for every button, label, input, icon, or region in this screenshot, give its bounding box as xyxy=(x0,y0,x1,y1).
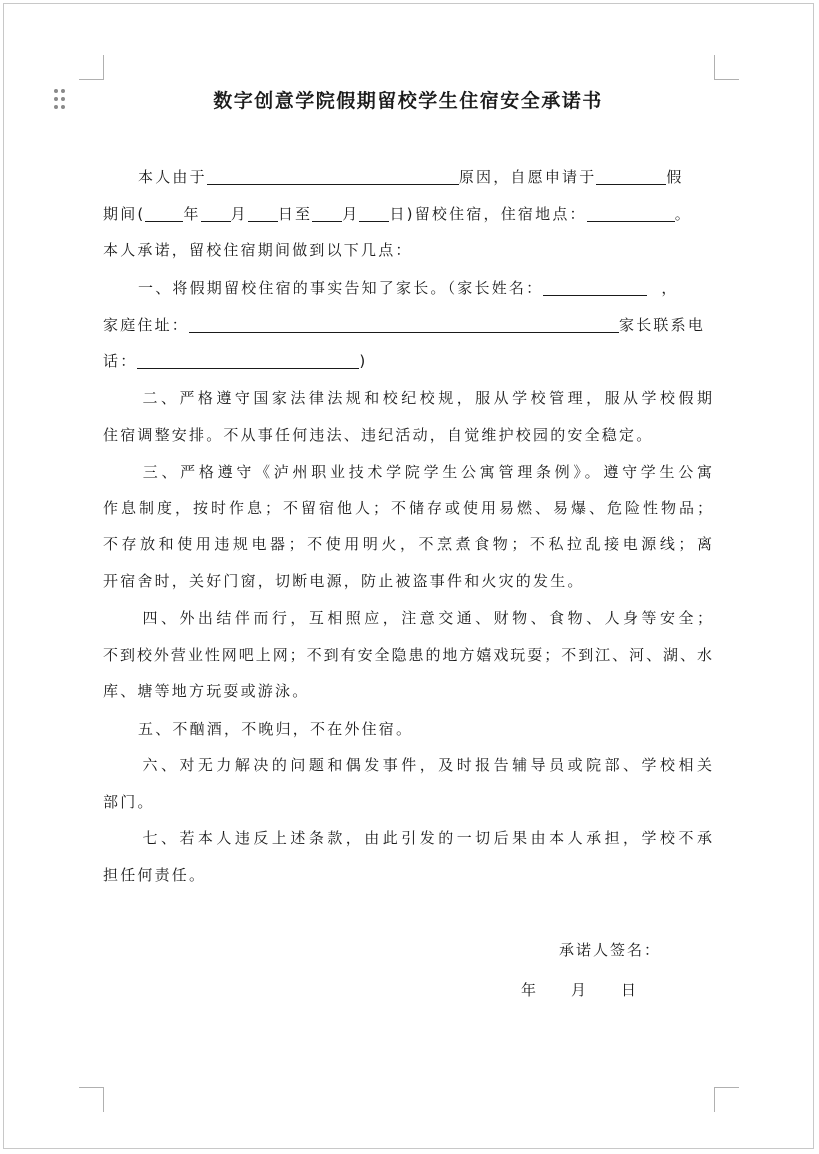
intro-line-3: 本人承诺，留校住宿期间做到以下几点： xyxy=(103,241,413,259)
holiday-blank[interactable] xyxy=(596,165,666,185)
signature-label: 承诺人签名： xyxy=(559,941,662,959)
parent-name-blank[interactable] xyxy=(543,276,647,296)
item3-line-3: 不存放和使用违规电器；不使用明火，不烹煮食物；不私拉乱接电源线；离 xyxy=(103,535,712,553)
drag-handle-icon[interactable] xyxy=(52,88,68,112)
end-day-blank[interactable] xyxy=(359,202,389,222)
reason-blank[interactable] xyxy=(207,165,459,185)
item3-line-4: 开宿舍时，关好门窗，切断电源，防止被盗事件和火灾的发生。 xyxy=(103,572,585,590)
residence-location-blank[interactable] xyxy=(587,202,675,222)
item3-line-1: 三、严格遵守《泸州职业技术学院学生公寓管理条例》。遵守学生公寓 xyxy=(139,463,712,481)
item1-line-1: 一、将假期留校住宿的事实告知了家长。（家长姓名： ， xyxy=(103,274,712,302)
intro-line-1: 本人由于 原因，自愿申请于 假 xyxy=(103,163,712,191)
item3-line-2: 作息制度，按时作息；不留宿他人；不储存或使用易燃、易爆、危险性物品； xyxy=(103,499,712,517)
item2-line-1: 二、严格遵守国家法律法规和校纪校规，服从学校管理，服从学校假期 xyxy=(139,389,712,407)
date-month-label: 月 xyxy=(571,981,589,999)
item7-line-1: 七、若本人违反上述条款，由此引发的一切后果由本人承担，学校不承 xyxy=(139,829,712,847)
margin-corner-bottom-right xyxy=(714,1087,739,1112)
item1-line-2: 家庭住址： 家长联系电 xyxy=(103,311,712,339)
item5-line-1: 五、不酗酒，不晚归，不在外住宿。 xyxy=(138,720,414,738)
end-month-blank[interactable] xyxy=(312,202,342,222)
item1-line-3: 话： ) xyxy=(103,347,712,375)
parent-phone-blank[interactable] xyxy=(137,349,359,369)
item4-line-2: 不到校外营业性网吧上网；不到有安全隐患的地方嬉戏玩耍；不到江、河、湖、水 xyxy=(103,646,712,664)
item6-line-1: 六、对无力解决的问题和偶发事件，及时报告辅导员或院部、学校相关 xyxy=(139,756,712,774)
document-title: 数字创意学院假期留校学生住宿安全承诺书 xyxy=(213,90,603,112)
item4-line-3: 库、塘等地方玩耍或游泳。 xyxy=(103,682,310,700)
item2-line-2: 住宿调整安排。不从事任何违法、违纪活动，自觉维护校园的安全稳定。 xyxy=(103,426,654,444)
start-day-blank[interactable] xyxy=(248,202,278,222)
home-address-blank[interactable] xyxy=(189,313,619,333)
start-year-blank[interactable] xyxy=(145,202,183,222)
date-day-label: 日 xyxy=(621,981,639,999)
intro-line-2: 期间( 年 月 日至 月 日)留校住宿，住宿地点： 。 xyxy=(103,200,712,228)
item4-line-1: 四、外出结伴而行，互相照应，注意交通、财物、食物、人身等安全； xyxy=(139,609,712,627)
margin-corner-top-left xyxy=(79,55,104,80)
item7-line-2: 担任何责任。 xyxy=(103,866,207,884)
margin-corner-top-right xyxy=(714,55,739,80)
date-year-label: 年 xyxy=(521,981,539,999)
start-month-blank[interactable] xyxy=(201,202,231,222)
margin-corner-bottom-left xyxy=(79,1087,104,1112)
item6-line-2: 部门。 xyxy=(103,793,155,811)
